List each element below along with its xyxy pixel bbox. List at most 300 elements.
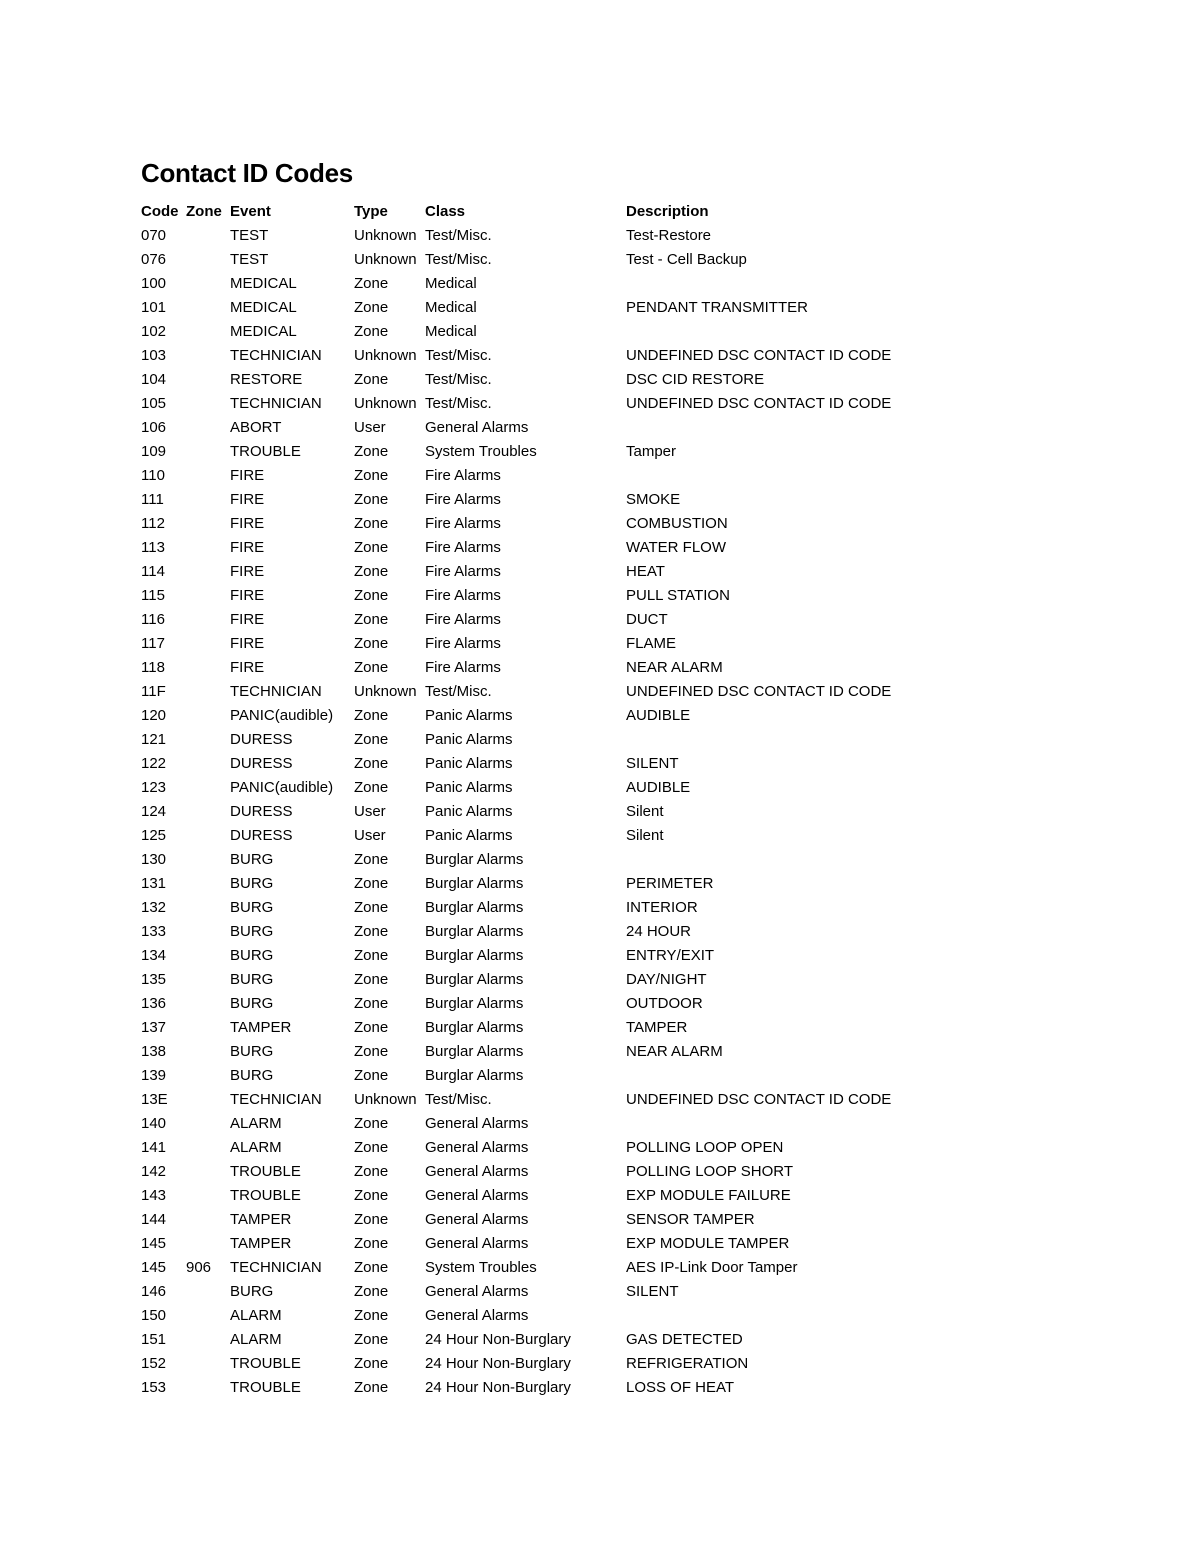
event-cell: TAMPER: [230, 1019, 292, 1036]
type-cell: User: [354, 827, 386, 844]
type-cell: Zone: [354, 539, 389, 556]
code-cell: 138: [141, 1043, 167, 1060]
event-cell: TECHNICIAN: [230, 1091, 322, 1108]
event-cell: PANIC(audible): [230, 707, 334, 724]
event-cell: TROUBLE: [230, 443, 301, 460]
code-cell: 101: [141, 299, 167, 316]
description-cell: DSC CID RESTORE: [626, 371, 765, 388]
table-row: [141, 536, 1041, 560]
zone-cell: [186, 944, 230, 968]
class-cell: Burglar Alarms: [425, 1043, 524, 1060]
class-cell: Burglar Alarms: [425, 923, 524, 940]
header-type: Type: [354, 203, 388, 220]
code-cell: 070: [141, 227, 167, 244]
event-cell: BURG: [230, 851, 274, 868]
event-cell: TAMPER: [230, 1211, 292, 1228]
zone-cell: [186, 656, 230, 680]
class-cell: 24 Hour Non-Burglary: [425, 1355, 571, 1372]
event-cell: FIRE: [230, 539, 265, 556]
table-header: [141, 200, 1041, 224]
table-row: [141, 296, 1041, 320]
description-cell: UNDEFINED DSC CONTACT ID CODE: [626, 683, 892, 700]
header-description: Description: [626, 203, 709, 220]
code-cell: 120: [141, 707, 167, 724]
table-row: [141, 1376, 1041, 1400]
table-row: [141, 1352, 1041, 1376]
event-cell: BURG: [230, 947, 274, 964]
zone-cell: [186, 464, 230, 488]
description-cell: [626, 848, 1041, 872]
code-cell: 130: [141, 851, 167, 868]
zone-cell: [186, 920, 230, 944]
event-cell: TECHNICIAN: [230, 347, 322, 364]
description-cell: [626, 272, 1041, 296]
event-cell: DURESS: [230, 731, 293, 748]
description-cell: NEAR ALARM: [626, 659, 723, 676]
type-cell: Zone: [354, 467, 389, 484]
event-cell: FIRE: [230, 587, 265, 604]
event-cell: ABORT: [230, 419, 282, 436]
table-row: [141, 464, 1041, 488]
type-cell: Zone: [354, 371, 389, 388]
zone-cell: [186, 1016, 230, 1040]
table-row: [141, 1088, 1041, 1112]
event-cell: BURG: [230, 923, 274, 940]
event-cell: ALARM: [230, 1307, 282, 1324]
code-cell: 104: [141, 371, 167, 388]
table-row: [141, 440, 1041, 464]
type-cell: Zone: [354, 491, 389, 508]
code-cell: 121: [141, 731, 167, 748]
type-cell: Zone: [354, 923, 389, 940]
table-row: [141, 752, 1041, 776]
class-cell: Fire Alarms: [425, 515, 501, 532]
description-cell: [626, 464, 1041, 488]
description-cell: AUDIBLE: [626, 779, 691, 796]
event-cell: DURESS: [230, 755, 293, 772]
code-cell: 112: [141, 515, 165, 532]
zone-cell: [186, 1280, 230, 1304]
event-cell: BURG: [230, 875, 274, 892]
event-cell: TECHNICIAN: [230, 683, 322, 700]
class-cell: Medical: [425, 323, 477, 340]
zone-cell: [186, 1040, 230, 1064]
zone-cell: [186, 1160, 230, 1184]
event-cell: BURG: [230, 1043, 274, 1060]
description-cell: DAY/NIGHT: [626, 971, 707, 988]
class-cell: 24 Hour Non-Burglary: [425, 1331, 571, 1348]
description-cell: AUDIBLE: [626, 707, 691, 724]
table-row: [141, 344, 1041, 368]
zone-cell: [186, 392, 230, 416]
description-cell: POLLING LOOP OPEN: [626, 1139, 784, 1156]
type-cell: Zone: [354, 1259, 389, 1276]
class-cell: Test/Misc.: [425, 683, 492, 700]
description-cell: REFRIGERATION: [626, 1355, 749, 1372]
class-cell: General Alarms: [425, 1235, 529, 1252]
code-cell: 122: [141, 755, 167, 772]
description-cell: WATER FLOW: [626, 539, 726, 556]
type-cell: Zone: [354, 1283, 389, 1300]
type-cell: Unknown: [354, 1091, 417, 1108]
table-row: [141, 872, 1041, 896]
description-cell: Test-Restore: [626, 227, 712, 244]
table-row: [141, 1016, 1041, 1040]
table-row: [141, 800, 1041, 824]
code-cell: 151: [141, 1331, 167, 1348]
event-cell: TROUBLE: [230, 1355, 301, 1372]
code-cell: 136: [141, 995, 167, 1012]
class-cell: Test/Misc.: [425, 347, 492, 364]
type-cell: Zone: [354, 707, 389, 724]
zone-cell: [186, 272, 230, 296]
type-cell: Zone: [354, 563, 389, 580]
code-cell: 116: [141, 611, 165, 628]
type-cell: Zone: [354, 779, 389, 796]
table-row: [141, 944, 1041, 968]
type-cell: Zone: [354, 971, 389, 988]
zone-cell: [186, 320, 230, 344]
type-cell: Zone: [354, 515, 389, 532]
code-cell: 145: [141, 1235, 167, 1252]
type-cell: Zone: [354, 1115, 389, 1132]
type-cell: Zone: [354, 875, 389, 892]
zone-cell: [186, 824, 230, 848]
class-cell: Panic Alarms: [425, 707, 513, 724]
description-cell: SILENT: [626, 1283, 679, 1300]
table-row: [141, 896, 1041, 920]
zone-cell: [186, 1112, 230, 1136]
table-row: [141, 680, 1041, 704]
description-cell: SENSOR TAMPER: [626, 1211, 755, 1228]
zone-cell: [186, 296, 230, 320]
header-row: [141, 200, 1041, 224]
code-cell: 110: [141, 467, 165, 484]
table-row: [141, 1304, 1041, 1328]
page-title: Contact ID Codes: [141, 158, 353, 189]
event-cell: BURG: [230, 1283, 274, 1300]
zone-cell: [186, 560, 230, 584]
zone-cell: [186, 848, 230, 872]
zone-cell: [186, 1136, 230, 1160]
type-cell: Zone: [354, 1211, 389, 1228]
table-row: [141, 1328, 1041, 1352]
class-cell: Fire Alarms: [425, 491, 501, 508]
class-cell: Test/Misc.: [425, 371, 492, 388]
event-cell: DURESS: [230, 827, 293, 844]
zone-cell: [186, 440, 230, 464]
description-cell: PENDANT TRANSMITTER: [626, 299, 808, 316]
table-row: [141, 1160, 1041, 1184]
zone-cell: [186, 1064, 230, 1088]
table-row: [141, 512, 1041, 536]
class-cell: Burglar Alarms: [425, 971, 524, 988]
class-cell: Panic Alarms: [425, 731, 513, 748]
type-cell: Zone: [354, 299, 389, 316]
description-cell: EXP MODULE FAILURE: [626, 1187, 791, 1204]
code-cell: 124: [141, 803, 167, 820]
table-row: [141, 488, 1041, 512]
type-cell: Unknown: [354, 227, 417, 244]
code-cell: 133: [141, 923, 167, 940]
table-row: [141, 728, 1041, 752]
type-cell: Unknown: [354, 347, 417, 364]
table-row: [141, 248, 1041, 272]
table-row: [141, 224, 1041, 248]
zone-cell: [186, 704, 230, 728]
table-row: [141, 392, 1041, 416]
zone-cell: 906: [186, 1259, 212, 1276]
code-cell: 143: [141, 1187, 167, 1204]
type-cell: Zone: [354, 1307, 389, 1324]
table-row: [141, 1040, 1041, 1064]
class-cell: System Troubles: [425, 1259, 537, 1276]
code-cell: 145: [141, 1259, 167, 1276]
code-cell: 115: [141, 587, 165, 604]
table-row: [141, 848, 1041, 872]
zone-cell: [186, 992, 230, 1016]
code-cell: 153: [141, 1379, 167, 1396]
class-cell: Test/Misc.: [425, 251, 492, 268]
description-cell: [626, 1112, 1041, 1136]
code-cell: 118: [141, 659, 165, 676]
event-cell: TAMPER: [230, 1235, 292, 1252]
code-cell: 144: [141, 1211, 167, 1228]
zone-cell: [186, 752, 230, 776]
type-cell: Zone: [354, 947, 389, 964]
contact-id-codes-table: [141, 200, 1041, 1400]
code-cell: 103: [141, 347, 167, 364]
table-row: [141, 560, 1041, 584]
class-cell: Burglar Alarms: [425, 995, 524, 1012]
description-cell: [626, 1064, 1041, 1088]
table-row: [141, 824, 1041, 848]
event-cell: TROUBLE: [230, 1187, 301, 1204]
code-cell: 135: [141, 971, 167, 988]
zone-cell: [186, 488, 230, 512]
type-cell: Zone: [354, 443, 389, 460]
code-cell: 150: [141, 1307, 167, 1324]
class-cell: General Alarms: [425, 1139, 529, 1156]
event-cell: TEST: [230, 251, 269, 268]
class-cell: System Troubles: [425, 443, 537, 460]
code-cell: 140: [141, 1115, 167, 1132]
zone-cell: [186, 1328, 230, 1352]
code-cell: 123: [141, 779, 167, 796]
event-cell: MEDICAL: [230, 323, 297, 340]
event-cell: FIRE: [230, 467, 265, 484]
description-cell: SILENT: [626, 755, 679, 772]
table-row: [141, 992, 1041, 1016]
event-cell: ALARM: [230, 1331, 282, 1348]
description-cell: EXP MODULE TAMPER: [626, 1235, 790, 1252]
type-cell: Zone: [354, 323, 389, 340]
zone-cell: [186, 1232, 230, 1256]
zone-cell: [186, 1088, 230, 1112]
code-cell: 13E: [141, 1091, 168, 1108]
table-row: [141, 272, 1041, 296]
class-cell: Burglar Alarms: [425, 947, 524, 964]
description-cell: [626, 320, 1041, 344]
zone-cell: [186, 344, 230, 368]
description-cell: UNDEFINED DSC CONTACT ID CODE: [626, 347, 892, 364]
code-cell: 141: [141, 1139, 167, 1156]
class-cell: 24 Hour Non-Burglary: [425, 1379, 571, 1396]
class-cell: Test/Misc.: [425, 1091, 492, 1108]
class-cell: Fire Alarms: [425, 467, 501, 484]
zone-cell: [186, 728, 230, 752]
event-cell: FIRE: [230, 563, 265, 580]
description-cell: DUCT: [626, 611, 668, 628]
description-cell: TAMPER: [626, 1019, 688, 1036]
code-cell: 114: [141, 563, 165, 580]
header-class: Class: [425, 203, 466, 220]
zone-cell: [186, 1208, 230, 1232]
code-cell: 076: [141, 251, 167, 268]
code-cell: 134: [141, 947, 167, 964]
table-row: [141, 416, 1041, 440]
type-cell: Unknown: [354, 395, 417, 412]
type-cell: Zone: [354, 1235, 389, 1252]
code-cell: 11F: [141, 683, 166, 700]
type-cell: Zone: [354, 995, 389, 1012]
description-cell: FLAME: [626, 635, 677, 652]
class-cell: Fire Alarms: [425, 659, 501, 676]
code-cell: 106: [141, 419, 167, 436]
table-row: [141, 968, 1041, 992]
event-cell: DURESS: [230, 803, 293, 820]
class-cell: Panic Alarms: [425, 803, 513, 820]
description-cell: LOSS OF HEAT: [626, 1379, 735, 1396]
table-row: [141, 608, 1041, 632]
type-cell: Zone: [354, 1187, 389, 1204]
code-cell: 117: [141, 635, 165, 652]
description-cell: COMBUSTION: [626, 515, 728, 532]
table-row: [141, 704, 1041, 728]
zone-cell: [186, 1352, 230, 1376]
description-cell: NEAR ALARM: [626, 1043, 723, 1060]
class-cell: Test/Misc.: [425, 395, 492, 412]
description-cell: SMOKE: [626, 491, 681, 508]
description-cell: OUTDOOR: [626, 995, 703, 1012]
class-cell: Fire Alarms: [425, 539, 501, 556]
type-cell: Zone: [354, 1139, 389, 1156]
class-cell: Burglar Alarms: [425, 1019, 524, 1036]
code-cell: 111: [141, 491, 164, 508]
type-cell: Unknown: [354, 251, 417, 268]
description-cell: INTERIOR: [626, 899, 698, 916]
zone-cell: [186, 680, 230, 704]
table-row: [141, 1136, 1041, 1160]
code-cell: 146: [141, 1283, 167, 1300]
table-body: [141, 224, 1041, 1400]
type-cell: Zone: [354, 1163, 389, 1180]
event-cell: FIRE: [230, 611, 265, 628]
zone-cell: [186, 776, 230, 800]
class-cell: Fire Alarms: [425, 611, 501, 628]
event-cell: FIRE: [230, 491, 265, 508]
event-cell: TROUBLE: [230, 1163, 301, 1180]
event-cell: TECHNICIAN: [230, 395, 322, 412]
class-cell: Medical: [425, 299, 477, 316]
code-cell: 139: [141, 1067, 167, 1084]
event-cell: BURG: [230, 1067, 274, 1084]
code-cell: 152: [141, 1355, 167, 1372]
description-cell: Tamper: [626, 443, 677, 460]
event-cell: BURG: [230, 899, 274, 916]
code-cell: 100: [141, 275, 167, 292]
zone-cell: [186, 800, 230, 824]
type-cell: Zone: [354, 899, 389, 916]
description-cell: AES IP-Link Door Tamper: [626, 1259, 798, 1276]
class-cell: Panic Alarms: [425, 779, 513, 796]
event-cell: TECHNICIAN: [230, 1259, 322, 1276]
class-cell: General Alarms: [425, 419, 529, 436]
type-cell: Zone: [354, 611, 389, 628]
class-cell: Fire Alarms: [425, 563, 501, 580]
header-code: Code: [141, 203, 179, 220]
class-cell: Burglar Alarms: [425, 851, 524, 868]
event-cell: TEST: [230, 227, 269, 244]
event-cell: PANIC(audible): [230, 779, 334, 796]
class-cell: General Alarms: [425, 1211, 529, 1228]
description-cell: Test - Cell Backup: [626, 251, 747, 268]
class-cell: Test/Misc.: [425, 227, 492, 244]
event-cell: ALARM: [230, 1139, 282, 1156]
class-cell: General Alarms: [425, 1283, 529, 1300]
table-row: [141, 1184, 1041, 1208]
zone-cell: [186, 512, 230, 536]
description-cell: [626, 728, 1041, 752]
event-cell: FIRE: [230, 635, 265, 652]
type-cell: Zone: [354, 635, 389, 652]
zone-cell: [186, 1304, 230, 1328]
class-cell: Medical: [425, 275, 477, 292]
table-row: [141, 1208, 1041, 1232]
code-cell: 105: [141, 395, 167, 412]
table-row: [141, 320, 1041, 344]
type-cell: Zone: [354, 1067, 389, 1084]
description-cell: HEAT: [626, 563, 665, 580]
type-cell: Zone: [354, 1331, 389, 1348]
table-row: [141, 1112, 1041, 1136]
zone-cell: [186, 248, 230, 272]
type-cell: Zone: [354, 275, 389, 292]
zone-cell: [186, 1184, 230, 1208]
table-row: [141, 368, 1041, 392]
description-cell: [626, 1304, 1041, 1328]
description-cell: [626, 416, 1041, 440]
description-cell: ENTRY/EXIT: [626, 947, 715, 964]
code-cell: 125: [141, 827, 167, 844]
table-row: [141, 776, 1041, 800]
type-cell: Zone: [354, 1019, 389, 1036]
class-cell: General Alarms: [425, 1163, 529, 1180]
description-cell: PULL STATION: [626, 587, 730, 604]
class-cell: Burglar Alarms: [425, 1067, 524, 1084]
event-cell: BURG: [230, 971, 274, 988]
class-cell: General Alarms: [425, 1115, 529, 1132]
class-cell: General Alarms: [425, 1307, 529, 1324]
code-cell: 137: [141, 1019, 167, 1036]
zone-cell: [186, 368, 230, 392]
event-cell: MEDICAL: [230, 299, 297, 316]
description-cell: UNDEFINED DSC CONTACT ID CODE: [626, 1091, 892, 1108]
table-row: [141, 1064, 1041, 1088]
description-cell: GAS DETECTED: [626, 1331, 743, 1348]
description-cell: PERIMETER: [626, 875, 714, 892]
type-cell: Zone: [354, 1043, 389, 1060]
